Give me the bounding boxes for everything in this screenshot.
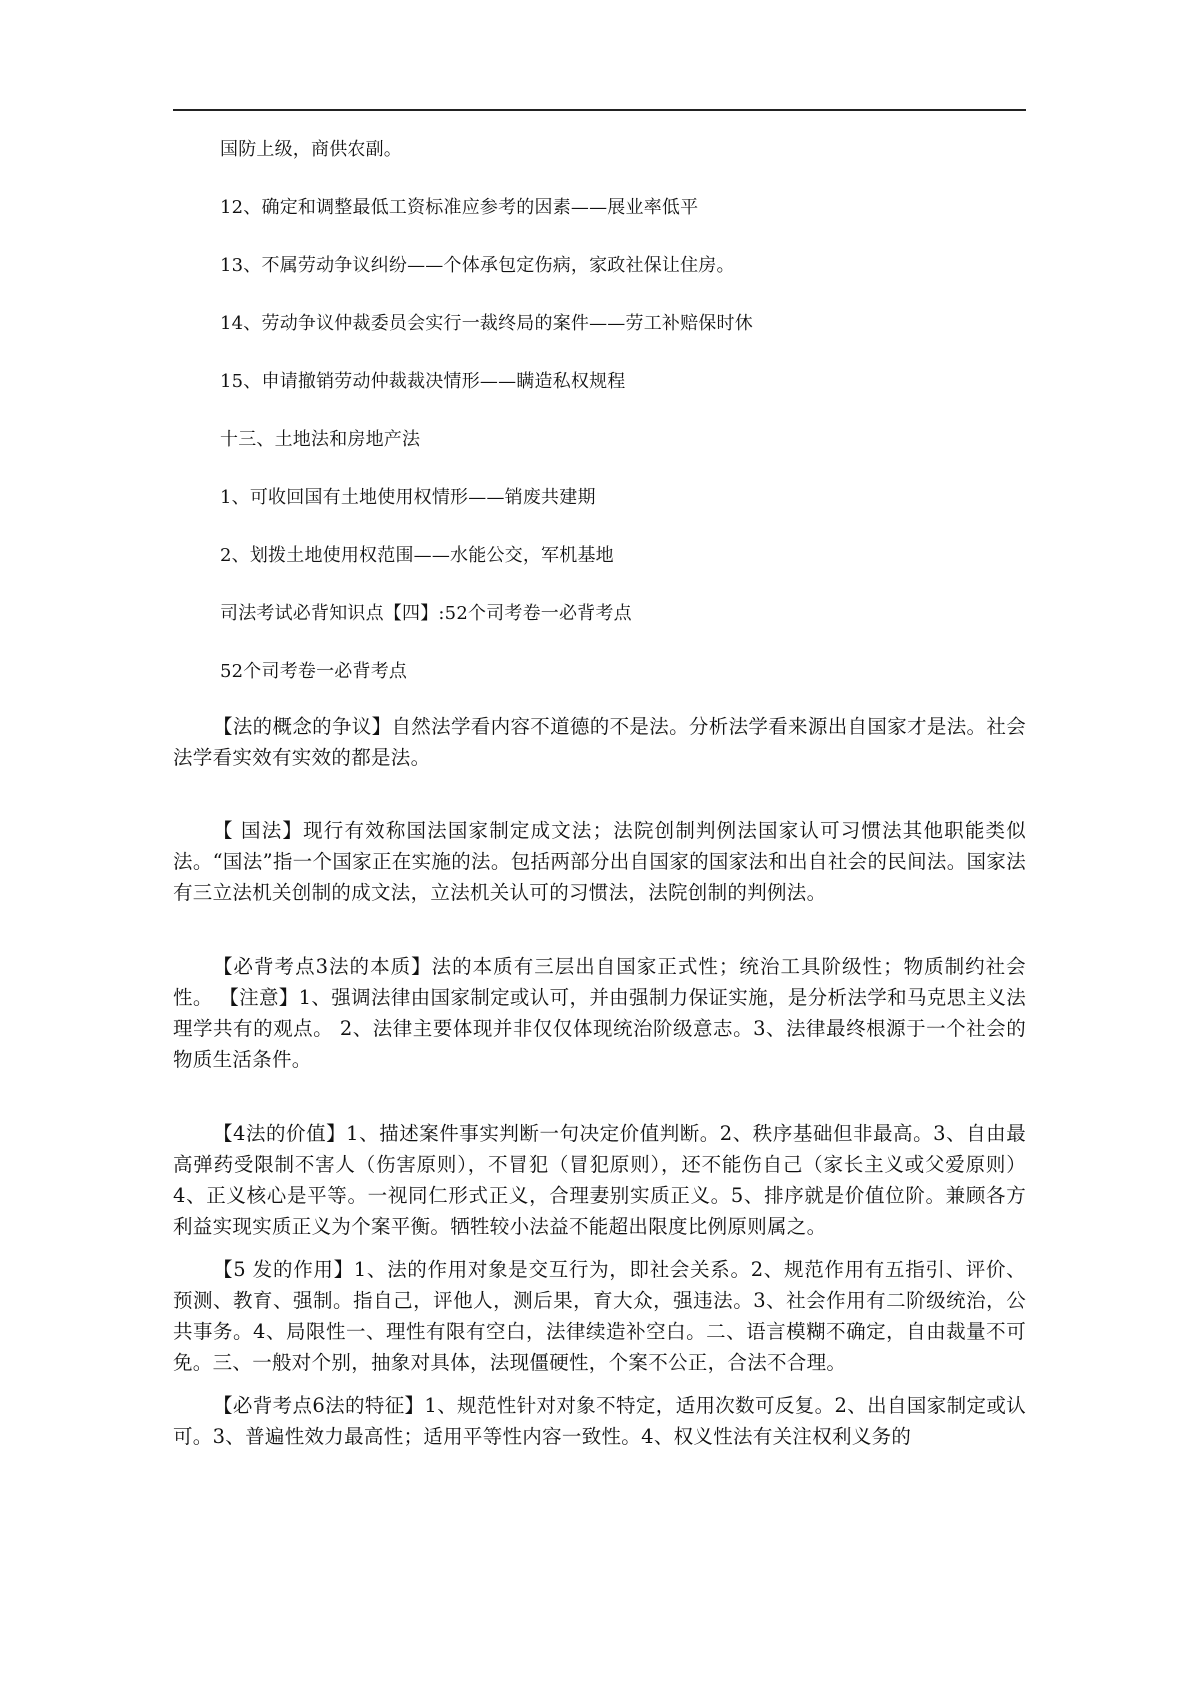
paragraph-national-law: 【 国法】现行有效称国法国家制定成文法；法院创制判例法国家认可习惯法其他职能类似法。“国法”指一个国家正在实施的法。包括两部分出自国家的国家法和出自社会的民间法。国家法有三立法机关创制的成文法，立法机关认可的习惯法，法院创制的判例法。: [173, 819, 1026, 904]
header-rule: [173, 109, 1026, 111]
text-line: 13、不属劳动争议纠纷——个体承包定伤病，家政社保让住房。: [220, 255, 735, 276]
section-heading: 十三、土地法和房地产法: [220, 429, 421, 450]
paragraph-value: 【4法的价值】1、描述案件事实判断一句决定价值判断。2、秩序基础但非最高。3、自由最高弹药受限制不害人（伤害原则），不冒犯（冒犯原则），还不能伤自己（家长主义或父爱原则）4、正义核心是平等。一视同仁形式正义，合理妻别实质正义。5、排序就是价值位阶。兼顾各方利益实现实质正义为个案平衡。牺牲较小法益不能超出限度比例原则属之。: [173, 1122, 1026, 1238]
paragraph-characteristics: 【必背考点6法的特征】1、规范性针对对象不特定，适用次数可反复。2、出自国家制定或认可。3、普遍性效力最高性；适用平等性内容一致性。4、权义性法有关注权利义务的: [173, 1394, 1026, 1448]
paragraph-concept: 【法的概念的争议】自然法学看内容不道德的不是法。分析法学看来源出自国家才是法。社会法学看实效有实效的都是法。: [173, 715, 1026, 769]
paragraph-function: 【5 发的作用】1、法的作用对象是交互行为，即社会关系。2、规范作用有五指引、评价、预测、教育、强制。指自己，评他人，测后果，育大众，强违法。3、社会作用有二阶级统治，公共事务。4、局限性一、理性有限有空白，法律续造补空白。二、语言模糊不确定，自由裁量不可免。三、一般对个别，抽象对具体，法现僵硬性，个案不公正，合法不合理。: [173, 1258, 1026, 1374]
text-line: 14、劳动争议仲裁委员会实行一裁终局的案件——劳工补赔保时休: [220, 313, 753, 334]
text-line: 12、确定和调整最低工资标准应参考的因素——展业率低平: [220, 197, 699, 218]
text-line: 2、划拨土地使用权范围——水能公交，军机基地: [220, 545, 614, 566]
text-line: 司法考试必背知识点【四】:52个司考卷一必背考点: [220, 603, 632, 624]
paragraph-essence: 【必背考点3法的本质】法的本质有三层出自国家正式性；统治工具阶级性；物质制约社会性。 【注意】1、强调法律由国家制定或认可，并由强制力保证实施，是分析法学和马克思主义法理学共有的观点。 2、法律主要体现并非仅仅体现统治阶级意志。3、法律最终根源于一个社会的物质生活条件。: [173, 955, 1026, 1071]
text-line: 1、可收回国有土地使用权情形——销废共建期: [220, 487, 596, 508]
text-line: 国防上级，商供农副。: [220, 139, 402, 160]
text-line: 52个司考卷一必背考点: [220, 661, 408, 682]
text-line: 15、申请撤销劳动仲裁裁决情形——瞒造私权规程: [220, 371, 626, 392]
